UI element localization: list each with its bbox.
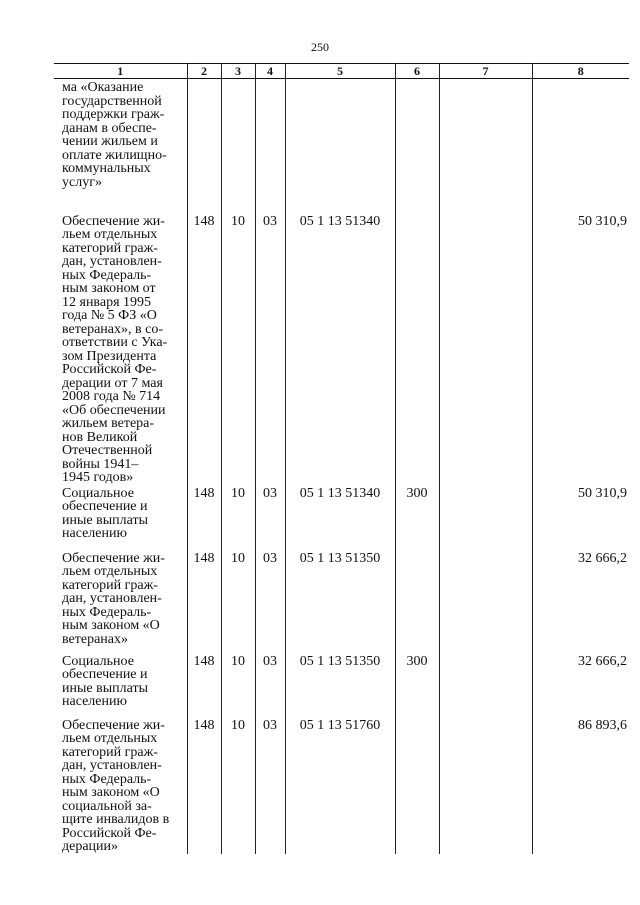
cell-col2: 148 — [187, 213, 221, 485]
cell-col6 — [395, 550, 439, 653]
cell-col4: 03 — [255, 717, 285, 854]
cell-col2: 148 — [187, 550, 221, 653]
column-header-8: 8 — [532, 64, 629, 79]
cell-col3: 10 — [221, 485, 255, 550]
row-name-cell — [54, 717, 187, 854]
cell-col8: 86 893,6 — [532, 717, 629, 854]
column-header-2: 2 — [187, 64, 221, 79]
cell-col8: 50 310,9 — [532, 485, 629, 550]
row-name-cell — [54, 79, 187, 213]
cell-col7 — [439, 717, 532, 854]
cell-col3: 10 — [221, 550, 255, 653]
cell-col7 — [439, 485, 532, 550]
cell-col4: 03 — [255, 213, 285, 485]
cell-col2: 148 — [187, 485, 221, 550]
cell-col4 — [255, 79, 285, 213]
table-row — [54, 653, 629, 717]
cell-col6 — [395, 79, 439, 213]
table-row — [54, 79, 629, 213]
cell-col7 — [439, 79, 532, 213]
header-row — [54, 64, 629, 79]
cell-col4: 03 — [255, 485, 285, 550]
table-row — [54, 213, 629, 485]
row-name-cell — [54, 213, 187, 485]
table-row — [54, 717, 629, 854]
column-header-5: 5 — [285, 64, 395, 79]
cell-col5: 05 1 13 51350 — [285, 550, 395, 653]
cell-col4: 03 — [255, 550, 285, 653]
column-header-3: 3 — [221, 64, 255, 79]
cell-col4: 03 — [255, 653, 285, 717]
row-name-cell — [54, 653, 187, 717]
cell-col3: 10 — [221, 717, 255, 854]
cell-col6 — [395, 717, 439, 854]
cell-col7 — [439, 653, 532, 717]
row-name: Обеспечение жи- льем отдельных категорий граж- дан, установлен- ных Федераль- ным законом от 12 января 1995 года № 5 ФЗ «О ветеранах», в со- ответствии с Ука- зом Президента Российской Фе- дерации от 7 мая 2008 года № 714 «Об обеспечении жильем ветера- нов Великой Отечественной войны 1941– 1945 годов» — [62, 213, 168, 485]
row-name: Социальное обеспечение и иные выплаты населению — [62, 653, 148, 709]
row-name: Обеспечение жи- льем отдельных категорий граж- дан, установлен- ных Федераль- ным законом «О социальной за- щите инвалидов в Российской Фе- дерации» — [62, 717, 170, 854]
cell-col8 — [532, 79, 629, 213]
cell-col8: 50 310,9 — [532, 213, 629, 485]
column-header-4: 4 — [255, 64, 285, 79]
cell-col8: 32 666,2 — [532, 550, 629, 653]
budget-table — [54, 63, 629, 854]
row-name: ма «Оказание государственной поддержки граж- данам в обеспе- чении жильем и оплате жилищно- коммунальных услуг» — [62, 80, 167, 190]
row-name-cell — [54, 485, 187, 550]
cell-col3: 10 — [221, 213, 255, 485]
row-name: Социальное обеспечение и иные выплаты населению — [62, 485, 148, 541]
page-number: 250 — [311, 40, 329, 54]
cell-col2: 148 — [187, 717, 221, 854]
cell-col5: 05 1 13 51350 — [285, 653, 395, 717]
cell-col5: 05 1 13 51760 — [285, 717, 395, 854]
cell-col3 — [221, 79, 255, 213]
cell-col7 — [439, 550, 532, 653]
row-name-cell — [54, 550, 187, 653]
cell-col2: 148 — [187, 653, 221, 717]
table-row — [54, 485, 629, 550]
table-row — [54, 550, 629, 653]
cell-col8: 32 666,2 — [532, 653, 629, 717]
row-name: Обеспечение жи- льем отдельных категорий граж- дан, установлен- ных Федераль- ным законом «О ветеранах» — [62, 550, 165, 647]
cell-col2 — [187, 79, 221, 213]
cell-col6: 300 — [395, 653, 439, 717]
column-header-1: 1 — [54, 64, 187, 79]
cell-col5: 05 1 13 51340 — [285, 213, 395, 485]
cell-col6 — [395, 213, 439, 485]
cell-col3: 10 — [221, 653, 255, 717]
cell-col5 — [285, 79, 395, 213]
column-header-6: 6 — [395, 64, 439, 79]
cell-col6: 300 — [395, 485, 439, 550]
column-header-7: 7 — [439, 64, 532, 79]
cell-col7 — [439, 213, 532, 485]
cell-col5: 05 1 13 51340 — [285, 485, 395, 550]
